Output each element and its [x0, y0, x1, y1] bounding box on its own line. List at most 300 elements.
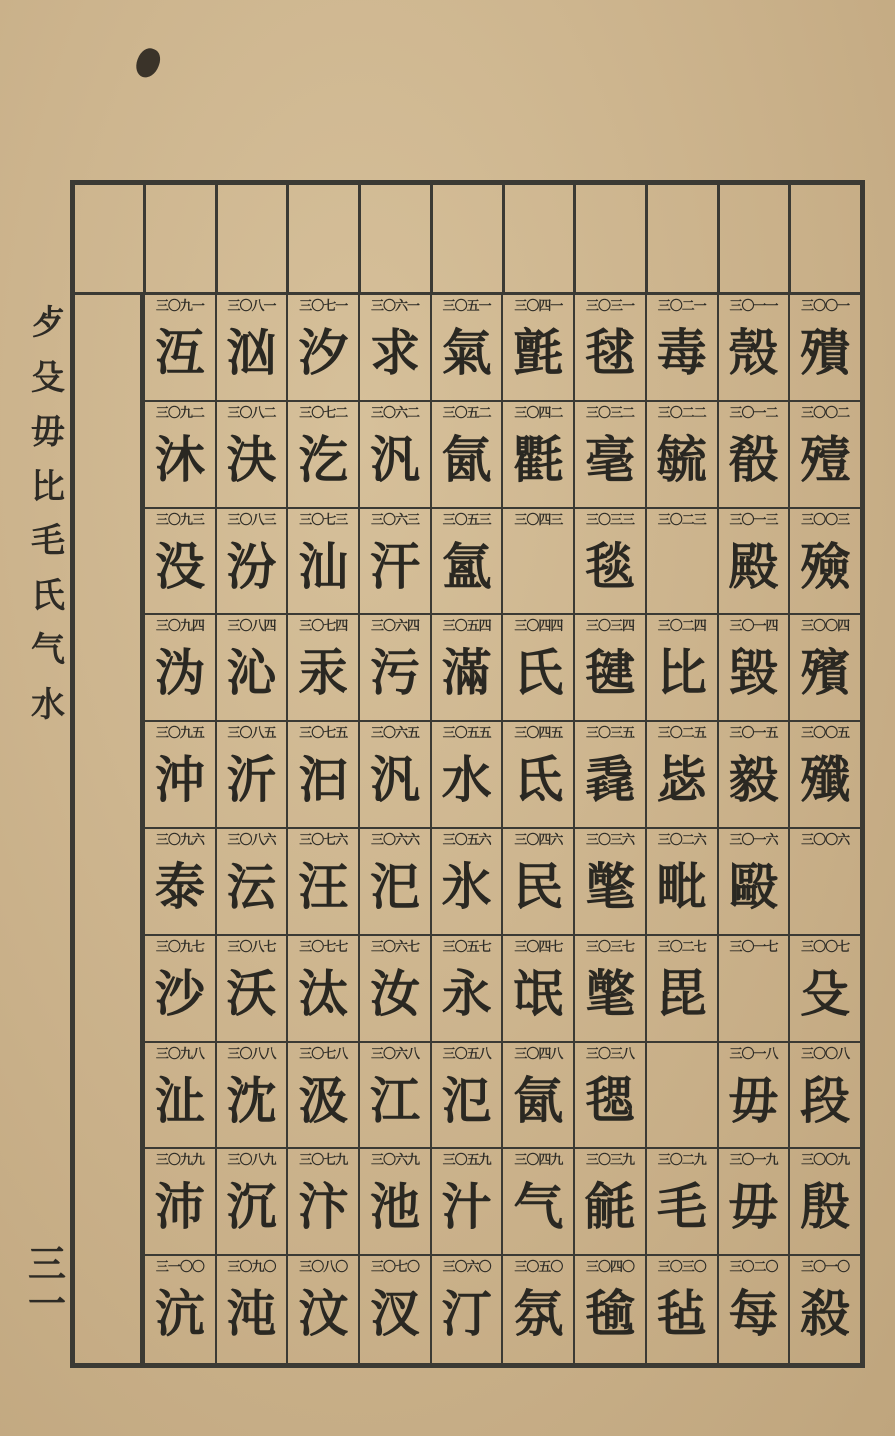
table-cell [717, 402, 789, 509]
cell-character: 沚 [154, 1070, 205, 1130]
cell-code: 三〇九八 [155, 1046, 204, 1062]
cell-character: 毹 [585, 1177, 636, 1237]
table-cell [573, 295, 645, 402]
cell-code: 三〇六二 [370, 405, 419, 421]
cell-code: 三〇九二 [155, 405, 204, 421]
cell-character: 毛 [656, 1177, 707, 1237]
table-cell [430, 1256, 502, 1363]
cell-code: 三〇二七 [657, 939, 706, 955]
table-cell [717, 1149, 789, 1256]
cell-character: 毸 [585, 1070, 636, 1130]
cell-code: 三〇五九 [442, 1153, 491, 1169]
cell-code: 三〇七五 [299, 726, 348, 742]
header-cell [717, 185, 789, 292]
cell-character: 毳 [585, 750, 636, 810]
table-cell [645, 829, 717, 936]
table-cell [573, 402, 645, 509]
table-cell [358, 402, 430, 509]
cell-code: 三〇六三 [370, 512, 419, 528]
cell-character: 氛 [513, 1284, 564, 1344]
cell-character: 決 [226, 429, 277, 489]
table-cell [717, 829, 789, 936]
code-grid [143, 295, 860, 1363]
table-cell [788, 1043, 860, 1150]
table-cell [645, 1256, 717, 1363]
table-cell [143, 509, 215, 616]
cell-code: 三〇二〇 [729, 1260, 778, 1276]
table-cell [286, 936, 358, 1043]
cell-character: 气 [513, 1177, 564, 1237]
table-cell [501, 722, 573, 829]
header-cell [788, 185, 860, 292]
table-cell [788, 509, 860, 616]
header-cell [430, 185, 502, 292]
table-cell [215, 829, 287, 936]
table-cell [501, 1256, 573, 1363]
cell-character: 永 [441, 963, 492, 1023]
cell-character: 氅 [585, 857, 636, 916]
table-cell [286, 1043, 358, 1150]
cell-character: 汞 [298, 643, 349, 703]
table-cell [430, 829, 502, 936]
cell-code: 三〇五一 [442, 299, 491, 314]
table-cell [358, 722, 430, 829]
table-cell [645, 509, 717, 616]
cell-character: 沖 [154, 750, 205, 810]
cell-character: 污 [369, 643, 420, 703]
table-cell [573, 615, 645, 722]
cell-character: 沂 [226, 750, 277, 810]
cell-code: 三〇二四 [657, 619, 706, 635]
margin-radical: 比 [31, 466, 65, 507]
table-cell [358, 295, 430, 402]
table-cell [143, 1149, 215, 1256]
table-cell [788, 295, 860, 402]
cell-character: 氷 [441, 857, 492, 916]
cell-code: 三〇三四 [586, 619, 635, 635]
cell-character: 殿 [728, 536, 779, 596]
table-cell [143, 1043, 215, 1150]
cell-code: 三〇六七 [370, 939, 419, 955]
cell-code: 三〇〇八 [801, 1046, 850, 1062]
cell-character: 毀 [728, 643, 779, 703]
table-cell [430, 722, 502, 829]
cell-character: 氓 [513, 963, 564, 1023]
margin-radical: 毛 [31, 521, 65, 561]
cell-character: 毅 [728, 750, 779, 810]
cell-character: 殽 [728, 429, 779, 489]
cell-code: 三〇七四 [299, 619, 348, 635]
cell-character: 池 [369, 1177, 420, 1237]
header-cell [645, 185, 717, 292]
cell-code: 三〇〇七 [801, 939, 850, 955]
cell-code: 三〇二二 [657, 405, 706, 421]
cell-character: 沐 [154, 429, 205, 489]
cell-code: 三〇八九 [227, 1153, 276, 1169]
cell-code: 三〇五三 [442, 512, 491, 528]
cell-code: 三〇九九 [155, 1153, 204, 1169]
cell-code: 三〇一九 [729, 1153, 778, 1169]
cell-code: 三〇〇九 [801, 1153, 850, 1169]
cell-code: 三〇八八 [227, 1046, 276, 1062]
cell-character: 氳 [441, 536, 492, 596]
table-cell [286, 722, 358, 829]
cell-character: 殨 [800, 323, 851, 382]
table-cell [573, 722, 645, 829]
cell-character: 汲 [298, 1070, 349, 1130]
cell-code: 三〇三九 [586, 1153, 635, 1169]
cell-code: 三〇九〇 [227, 1260, 276, 1276]
cell-character: 沍 [154, 323, 205, 382]
cell-code: 三〇四九 [514, 1153, 563, 1169]
table-cell [143, 615, 215, 722]
cell-code: 三〇七九 [299, 1153, 348, 1169]
table-cell [215, 615, 287, 722]
cell-character: 氾 [441, 1070, 492, 1130]
table-cell [143, 936, 215, 1043]
cell-code: 三〇八二 [227, 405, 276, 421]
cell-character: 毆 [728, 857, 779, 916]
table-cell [143, 402, 215, 509]
cell-code: 三〇七〇 [370, 1260, 419, 1276]
cell-code: 三〇五五 [442, 726, 491, 742]
cell-character: 殺 [800, 1284, 851, 1344]
table-cell [717, 615, 789, 722]
table-cell [143, 722, 215, 829]
cell-character: 每 [728, 1284, 779, 1344]
table-cell [286, 615, 358, 722]
table-cell [215, 936, 287, 1043]
cell-code: 三〇三八 [586, 1046, 635, 1062]
cell-code: 三〇一四 [729, 619, 778, 635]
cell-character: 求 [369, 323, 420, 382]
table-cell [573, 1256, 645, 1363]
table-cell [788, 402, 860, 509]
page-number [24, 1241, 70, 1326]
table-cell [645, 295, 717, 402]
cell-code: 三〇六五 [370, 726, 419, 742]
table-cell [430, 402, 502, 509]
table-cell [358, 829, 430, 936]
cell-character: 毯 [585, 536, 636, 596]
table-cell [215, 1043, 287, 1150]
cell-character: 氏 [513, 643, 564, 703]
cell-code: 三〇五八 [442, 1046, 491, 1062]
cell-code: 三〇四七 [514, 939, 563, 955]
cell-code: 三〇三〇 [657, 1260, 706, 1276]
cell-code: 三〇五六 [442, 833, 491, 848]
cell-code: 三〇五七 [442, 939, 491, 955]
cell-character: 水 [441, 750, 492, 810]
table-cell [215, 722, 287, 829]
page-number-digit: 三 [27, 1241, 66, 1286]
cell-character: 沉 [226, 1177, 277, 1237]
cell-character: 汕 [298, 536, 349, 596]
cell-code: 三〇一三 [729, 512, 778, 528]
table-cell [501, 295, 573, 402]
table-cell [286, 509, 358, 616]
cell-character: 汴 [298, 1177, 349, 1237]
cell-character: 氈 [513, 323, 564, 382]
table-cell [215, 295, 287, 402]
cell-code: 三〇九三 [155, 512, 204, 528]
cell-code: 三〇八五 [227, 726, 276, 742]
margin-radical: 水 [31, 684, 65, 725]
cell-character: 毓 [656, 429, 707, 489]
cell-character: 毗 [656, 857, 707, 916]
table-cell [143, 295, 215, 402]
cell-character: 毽 [585, 643, 636, 703]
margin-radical-index [26, 296, 70, 732]
table-cell [501, 1043, 573, 1150]
cell-code: 三〇〇三 [801, 512, 850, 528]
cell-code: 三〇六〇 [442, 1260, 491, 1276]
table-cell [286, 1149, 358, 1256]
cell-character: 汝 [369, 963, 420, 1023]
cell-character: 殼 [728, 323, 779, 382]
cell-code: 三〇六六 [370, 833, 419, 848]
table-cell [573, 1043, 645, 1150]
cell-code: 三〇七六 [299, 833, 348, 848]
table-cell [501, 936, 573, 1043]
table-cell [430, 615, 502, 722]
table-cell [788, 722, 860, 829]
cell-code: 三〇一六 [729, 833, 778, 848]
cell-code: 三〇六一 [370, 299, 419, 314]
cell-character: 沈 [226, 1070, 277, 1130]
margin-radical: 氏 [31, 575, 65, 616]
cell-code: 三〇七三 [299, 512, 348, 528]
table-cell [501, 402, 573, 509]
cell-code: 三〇六八 [370, 1046, 419, 1062]
cell-character: 汩 [298, 750, 349, 810]
ink-stain [133, 45, 164, 81]
cell-character: 氅 [585, 963, 636, 1023]
header-cell [573, 185, 645, 292]
table-cell [645, 615, 717, 722]
cell-code: 三〇〇一 [801, 299, 850, 314]
cell-code: 三〇九五 [155, 726, 204, 742]
cell-code: 三〇一一 [729, 299, 778, 314]
cell-code: 三〇三二 [586, 405, 635, 421]
table-cell [143, 829, 215, 936]
cell-code: 三〇五二 [442, 405, 491, 421]
cell-character: 毬 [585, 323, 636, 382]
table-cell [286, 295, 358, 402]
cell-code: 三〇四〇 [586, 1260, 635, 1276]
cell-code: 三〇九七 [155, 939, 204, 955]
table-cell [358, 1256, 430, 1363]
margin-radical: 气 [31, 630, 65, 670]
cell-code: 三〇二九 [657, 1153, 706, 1169]
table-cell [286, 829, 358, 936]
table-left-column [75, 295, 143, 1363]
cell-character: 沌 [226, 1284, 277, 1344]
cell-code: 三〇六九 [370, 1153, 419, 1169]
table-cell [717, 295, 789, 402]
table-cell [286, 402, 358, 509]
cell-code: 三〇〇五 [801, 726, 850, 742]
table-cell [645, 402, 717, 509]
table-cell [788, 1256, 860, 1363]
cell-character: 毖 [656, 750, 707, 810]
cell-character: 毒 [656, 323, 707, 382]
cell-character: 汁 [441, 1177, 492, 1237]
cell-code: 三〇四五 [514, 726, 563, 742]
cell-character: 汔 [298, 429, 349, 489]
table-cell [215, 1256, 287, 1363]
cell-character: 沁 [226, 643, 277, 703]
cell-character: 氤 [513, 1070, 564, 1130]
cell-character: 沩 [154, 643, 205, 703]
page-number-digit: 一 [27, 1281, 66, 1326]
cell-character: 汊 [369, 1284, 420, 1344]
cell-character: 汗 [369, 536, 420, 596]
table-cell [573, 509, 645, 616]
table-cell [358, 1043, 430, 1150]
cell-character: 毋 [728, 1177, 779, 1237]
cell-code: 三〇二三 [657, 512, 706, 528]
cell-code: 三〇九一 [155, 299, 204, 314]
cell-character: 殮 [800, 536, 851, 596]
header-cell [215, 185, 287, 292]
cell-character: 汰 [298, 963, 349, 1023]
cell-code: 三〇八〇 [299, 1260, 348, 1276]
cell-character: 毋 [728, 1070, 779, 1130]
cell-code: 三〇四八 [514, 1046, 563, 1062]
cell-code: 三〇三三 [586, 512, 635, 528]
table-cell [717, 936, 789, 1043]
cell-character: 汾 [226, 536, 277, 596]
cell-character: 汹 [226, 323, 277, 382]
header-cell [75, 185, 143, 292]
table-cell [788, 829, 860, 936]
cell-code: 三〇八四 [227, 619, 276, 635]
table-cell [717, 1256, 789, 1363]
cell-character: 滿 [441, 643, 492, 703]
table-cell [430, 936, 502, 1043]
table-cell [645, 936, 717, 1043]
table-cell [358, 615, 430, 722]
cell-character: 殯 [800, 643, 851, 703]
cell-code: 三〇四三 [514, 512, 563, 528]
cell-code: 三〇〇六 [801, 833, 850, 848]
cell-character: 汀 [441, 1284, 492, 1344]
table-cell [286, 1256, 358, 1363]
cell-character: 氐 [513, 750, 564, 810]
cell-character: 沄 [226, 857, 277, 916]
cell-character: 汶 [298, 1284, 349, 1344]
cell-code: 三〇一二 [729, 405, 778, 421]
cell-code: 三〇七八 [299, 1046, 348, 1062]
cell-code: 三〇三一 [586, 299, 635, 314]
cell-character: 民 [513, 857, 564, 916]
cell-code: 三〇四四 [514, 619, 563, 635]
cell-character: 毡 [656, 1284, 707, 1344]
cell-character: 毺 [585, 1284, 636, 1344]
table-cell [358, 1149, 430, 1256]
cell-code: 三〇九四 [155, 619, 204, 635]
cell-character: 比 [656, 643, 707, 703]
cell-code: 三〇〇二 [801, 405, 850, 421]
cell-character: 沙 [154, 963, 205, 1023]
table-cell [358, 936, 430, 1043]
cell-character: 沆 [154, 1284, 205, 1344]
cell-character: 毘 [656, 963, 707, 1023]
cell-character: 泰 [154, 857, 205, 916]
cell-code: 三〇七七 [299, 939, 348, 955]
cell-character: 段 [800, 1070, 851, 1130]
margin-radical: 歺 [31, 303, 65, 343]
cell-code: 三一〇〇 [155, 1260, 204, 1276]
table-cell [215, 402, 287, 509]
cell-code: 三〇四二 [514, 405, 563, 421]
margin-radical: 毋 [31, 412, 65, 452]
cell-code: 三〇一七 [729, 939, 778, 955]
table-cell [573, 829, 645, 936]
table-cell [501, 509, 573, 616]
table-cell [717, 722, 789, 829]
table-cell [788, 615, 860, 722]
margin-radical: 殳 [31, 357, 65, 398]
cell-character: 毫 [585, 429, 636, 489]
cell-character: 汪 [298, 857, 349, 916]
cell-character: 江 [369, 1070, 420, 1130]
table-header-row [75, 185, 860, 295]
cell-code: 三〇二一 [657, 299, 706, 314]
table-cell [358, 509, 430, 616]
cell-character: 殷 [800, 1177, 851, 1237]
cell-code: 三〇九六 [155, 833, 204, 848]
table-cell [717, 1043, 789, 1150]
cell-code: 三〇二五 [657, 726, 706, 742]
table-cell [573, 1149, 645, 1256]
cell-character: 沛 [154, 1177, 205, 1237]
table-cell [501, 615, 573, 722]
table-cell [215, 509, 287, 616]
table-cell [430, 1043, 502, 1150]
table-cell [645, 1149, 717, 1256]
header-cell [502, 185, 574, 292]
cell-code: 三〇八一 [227, 299, 276, 314]
table-cell [143, 1256, 215, 1363]
cell-character: 汎 [369, 429, 420, 489]
table-cell [215, 1149, 287, 1256]
table-cell [645, 722, 717, 829]
header-cell [143, 185, 215, 292]
cell-character: 没 [154, 536, 205, 596]
cell-code: 三〇三七 [586, 939, 635, 955]
cell-code: 三〇三五 [586, 726, 635, 742]
cell-code: 三〇四六 [514, 833, 563, 848]
cell-code: 三〇〇四 [801, 619, 850, 635]
cell-character: 氣 [441, 323, 492, 382]
cell-code: 三〇八六 [227, 833, 276, 848]
cell-code: 三〇二六 [657, 833, 706, 848]
table-cell [645, 1043, 717, 1150]
cell-code: 三〇八七 [227, 939, 276, 955]
header-cell [358, 185, 430, 292]
cell-character: 殪 [800, 429, 851, 489]
table-cell [430, 509, 502, 616]
cell-code: 三〇六四 [370, 619, 419, 635]
table-cell [788, 936, 860, 1043]
table-cell [501, 1149, 573, 1256]
cell-character: 汜 [369, 857, 420, 916]
cell-character: 殲 [800, 750, 851, 810]
cell-character: 汐 [298, 323, 349, 382]
table-cell [501, 829, 573, 936]
